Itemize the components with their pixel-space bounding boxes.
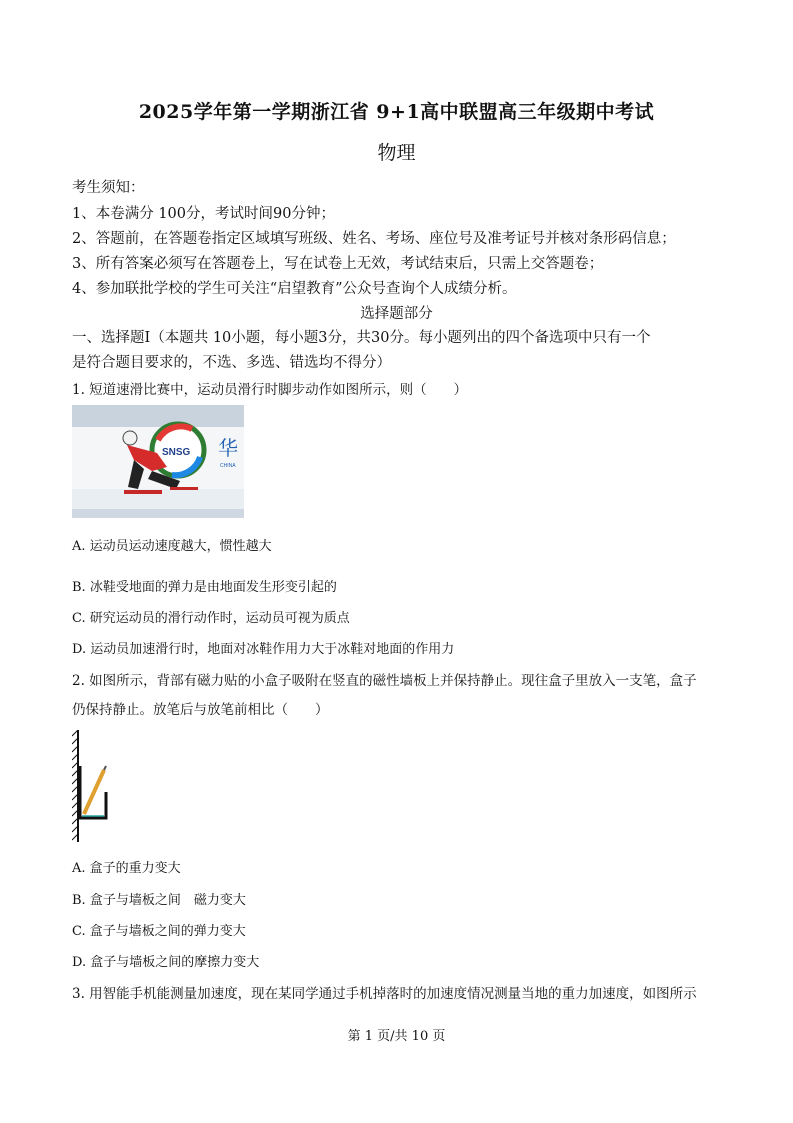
question-3-stem: 3. 用智能手机能测量加速度，现在某同学通过手机掉落时的加速度情况测量当地的重力加速度，如图所示: [72, 986, 697, 1002]
question-2-option-b: B. 盒子与墙板之间 磁力变大: [72, 893, 246, 908]
notice-item-3: 3、所有答案必须写在答题卷上，写在试卷上无效，考试结束后，只需上交答题卷；: [72, 256, 604, 272]
board-character: 华: [218, 436, 238, 460]
question-2-option-d: D. 盒子与墙板之间的摩擦力变大: [72, 955, 260, 970]
section-title: 选择题部分: [360, 306, 433, 322]
exam-subject: 物理: [377, 142, 416, 164]
question-1-option-d: D. 运动员加速滑行时，地面对冰鞋作用力大于冰鞋对地面的作用力: [72, 642, 455, 657]
question-2-option-a: A. 盒子的重力变大: [72, 861, 181, 876]
question-2-option-c: C. 盒子与墙板之间的弹力变大: [72, 924, 246, 939]
question-1-option-c: C. 研究运动员的滑行动作时，运动员可视为质点: [72, 611, 350, 626]
question-1-option-a: A. 运动员运动速度越大，惯性越大: [72, 539, 272, 554]
notice-heading: 考生须知：: [72, 180, 145, 196]
question-2-stem-line-1: 2. 如图所示，背部有磁力贴的小盒子吸附在竖直的磁性墙板上并保持静止。现往盒子里放入一支笔，盒子: [72, 673, 697, 689]
part-instruction-line-1: 一、选择题Ⅰ（本题共 10小题，每小题3分，共30分。每小题列出的四个备选项中只有一个: [72, 330, 651, 346]
question-1-stem: 1. 短道速滑比赛中，运动员滑行时脚步动作如图所示，则（ ）: [72, 382, 468, 398]
question-2-stem-line-2: 仍保持静止。放笔后与放笔前相比（ ）: [72, 702, 329, 718]
question-1-option-b: B. 冰鞋受地面的弹力是由地面发生形变引起的: [72, 580, 337, 595]
magnetic-box-figure: [72, 730, 112, 842]
board-subtext: CHINA: [220, 463, 236, 469]
page-number: 第 1 页/共 10 页: [347, 1029, 446, 1044]
sponsor-logo-text: SNSG: [162, 447, 191, 458]
exam-title: 2025学年第一学期浙江省 9+1高中联盟高三年级期中考试: [138, 101, 655, 123]
notice-item-1: 1、本卷满分 100分，考试时间90分钟；: [72, 206, 335, 222]
part-instruction-line-2: 是符合题目要求的，不选、多选、错选均不得分）: [72, 355, 391, 371]
notice-item-4: 4、参加联批学校的学生可关注“启望教育”公众号查询个人成绩分析。: [72, 281, 517, 297]
speed-skater-photo: [72, 405, 244, 518]
notice-item-2: 2、答题前，在答题卷指定区域填写班级、姓名、考场、座位号及准考证号并核对条形码信息；: [72, 231, 676, 247]
